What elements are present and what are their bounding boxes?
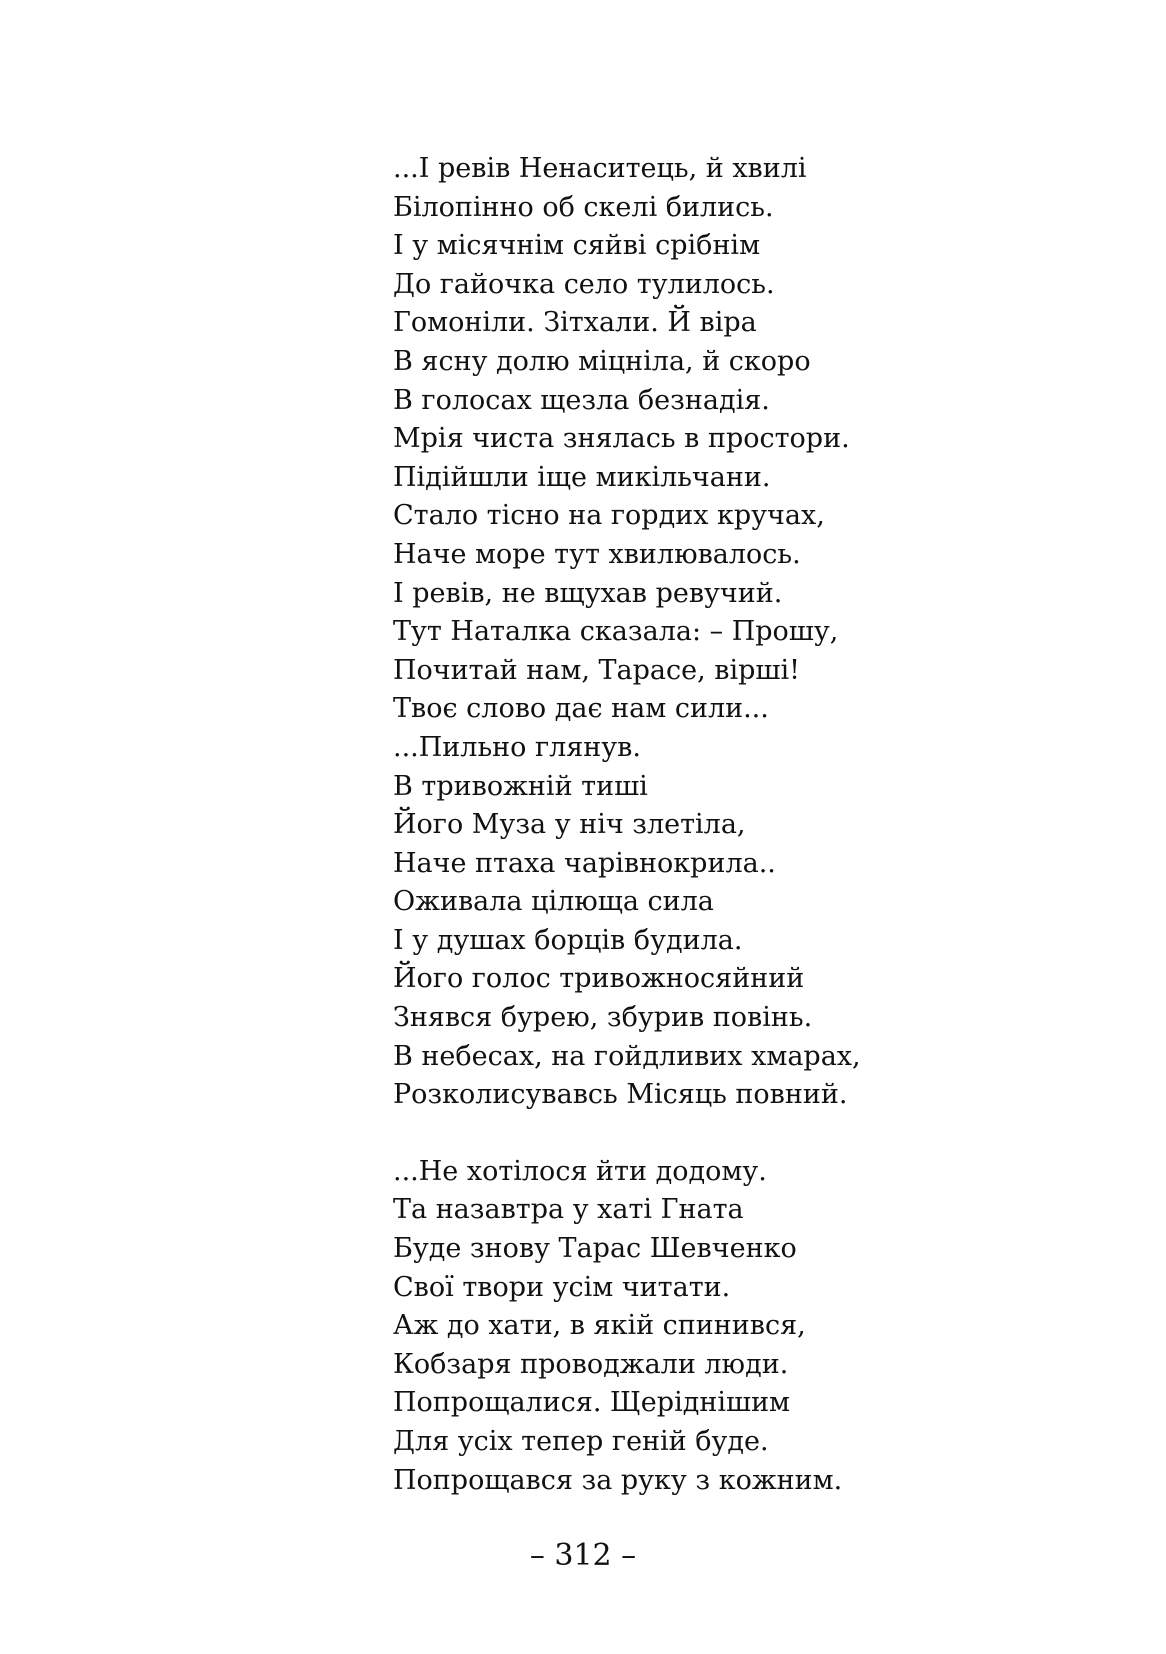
poem-line: Оживала цілюща сила	[393, 886, 714, 918]
poem-line: Розколисувавсь Місяць повний.	[393, 1079, 848, 1111]
poem-line: ...Пильно глянув.	[393, 731, 641, 763]
poem-line: В тривожній тиші	[393, 770, 648, 802]
poem-line: Попрощалися. Щеріднішим	[393, 1387, 791, 1419]
poem-line: До гайочка село тулилось.	[393, 268, 775, 300]
poem-line: Його Муза у ніч злетіла,	[393, 809, 746, 841]
poem-line: Наче море тут хвилювалось.	[393, 538, 801, 570]
poem-line: ...І ревів Ненаситець, й хвилі	[393, 153, 807, 184]
page-number: – 312 –	[529, 1538, 637, 1573]
poem-line: Тут Наталка сказала: – Прошу,	[393, 616, 839, 648]
poem-line: Попрощався за руку з кожним.	[393, 1464, 843, 1496]
poem-line: ...Не хотілося йти додому.	[393, 1155, 767, 1187]
poem-line: І ревів, не вщухав ревучий.	[393, 577, 783, 609]
poem-line: Для усіх тепер геній буде.	[393, 1426, 769, 1457]
poem-body	[393, 150, 1113, 1500]
poem-line: Підійшли іще микільчани.	[393, 461, 771, 493]
poem-line: Буде знову Тарас Шевченко	[393, 1233, 797, 1265]
poem-line: Стало тісно на гордих кручах,	[393, 500, 825, 532]
poem-line: Його голос тривожносяйний	[393, 963, 805, 995]
poem-line: Та назавтра у хаті Гната	[393, 1194, 744, 1226]
poem-line: Аж до хати, в якій спинився,	[393, 1310, 806, 1342]
poem-line: Знявся бурею, збурив повінь.	[393, 1002, 813, 1034]
poem-line: Гомоніли. Зітхали. Й віра	[393, 307, 757, 339]
poem-line: Почитай нам, Тарасе, вірші!	[393, 654, 800, 686]
stanza-1	[393, 150, 1113, 1115]
poem-line: Свої твори усім читати.	[393, 1271, 731, 1303]
stanza-2	[393, 1153, 1113, 1500]
poem-line: Наче птаха чарівнокрила..	[393, 847, 776, 879]
poem-line: В ясну долю міцніла, й скоро	[393, 345, 811, 377]
poem-line: В небесах, на гойдливих хмарах,	[393, 1040, 861, 1072]
poem-line: Кобзаря проводжали люди.	[393, 1348, 789, 1380]
poem-line: Білопінно об скелі бились.	[393, 191, 774, 223]
poem-line: І у місячнім сяйві срібнім	[393, 230, 761, 262]
poem-line: Мрія чиста знялась в простори.	[393, 423, 850, 455]
poem-line: І у душах борців будила.	[393, 924, 743, 956]
poem-line: Твоє слово дає нам сили...	[393, 693, 769, 725]
poem-line: В голосах щезла безнадія.	[393, 384, 770, 416]
